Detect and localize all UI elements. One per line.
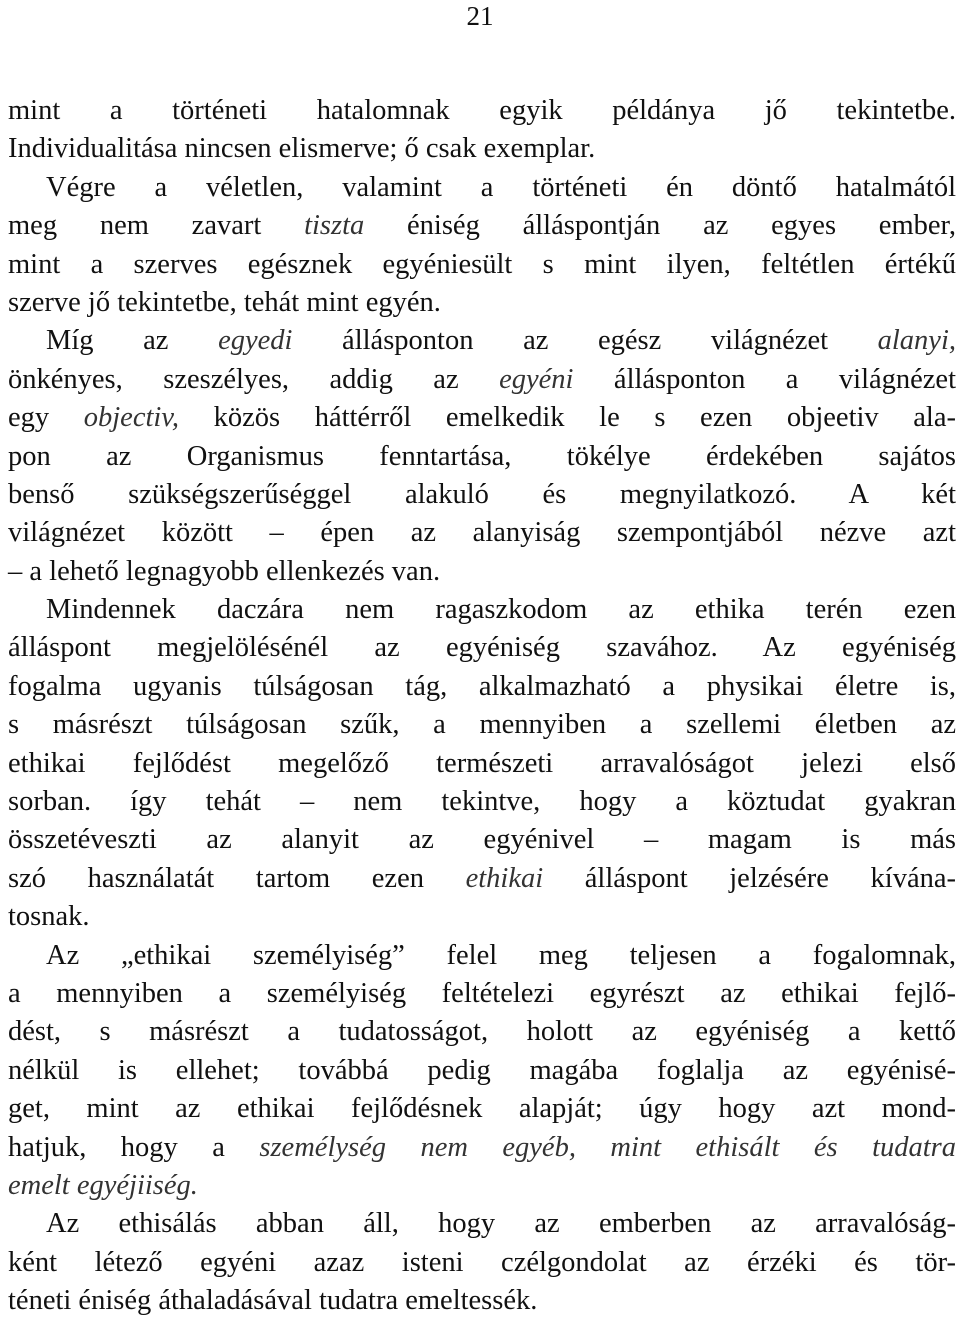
text-line [8,399,956,437]
paragraph [8,937,956,1206]
text-segment: Mindennek daczára nem ragaszkodom az ethika terén ezen [46,594,956,626]
text-segment: Végre a véletlen, valamint a történeti én döntő hatalmától [46,171,956,203]
italic-text: személység nem egyéb, mint ethisált és tudatra [259,1131,957,1163]
page-body [8,92,956,1321]
text-segment: – a lehető legnagyobb ellenkezés van. [8,555,441,587]
text-line [8,821,956,859]
page-number: 21 [466,1,494,31]
text-segment: Az ethisálás abban áll, hogy az emberben az arravalóság- [46,1208,956,1240]
text-segment: meg nem zavart [8,210,305,242]
text-line [8,860,956,898]
text-segment: mint a történeti hatalomnak egyik példánya jő tekintetbe. [8,95,956,126]
text-line [8,92,956,130]
text-line [8,898,956,936]
text-segment: szó használatát tartom ezen [8,862,466,894]
text-line [8,514,956,552]
text-line [8,629,956,667]
text-segment: állásponton a világnézet [573,363,957,395]
text-segment: téneti éniség áthaladásával tudatra emeltessék. [8,1285,538,1317]
italic-text: emelt egyéjiiség. [8,1169,198,1201]
text-segment: ethikai fejlődést megelőző természeti arravalóságot jelezi első [8,747,956,779]
text-segment: állásponton az egész világnézet [292,325,878,357]
text-line [8,783,956,821]
text-segment: álláspont jelzésére kívána- [543,862,956,894]
text-line [8,1282,956,1320]
text-line [8,1244,956,1282]
paragraph [8,1205,956,1320]
text-line [8,169,956,207]
text-segment: összetéveszti az alanyit az egyénivel – magam is más [8,824,956,856]
text-line [8,1167,956,1205]
text-line [8,130,956,168]
italic-text: ethikai [465,862,544,894]
text-segment: hatjuk, hogy a [8,1131,260,1163]
text-line [8,1205,956,1243]
text-line [8,706,956,744]
text-line [8,476,956,514]
text-segment: a mennyiben a személyiség feltételezi egyrészt az ethikai fejlő- [8,977,956,1009]
text-line [8,937,956,975]
italic-text: alanyi, [877,325,957,357]
text-segment: sorban. így tehát – nem tekintve, hogy a köztudat gyakran [8,786,956,818]
text-segment: álláspont megjelölésénél az egyéniség szavához. Az egyéniség [8,632,956,664]
text-line [8,207,956,245]
text-segment: Míg az [46,325,219,357]
italic-text: objectiv, [83,402,179,434]
text-line [8,322,956,360]
text-segment: Az „ethikai személyiség” felel meg teljesen a fogalomnak, [46,939,956,971]
text-line [8,745,956,783]
text-segment: pon az Organismus fenntartása, tökélye érdekében sajátos [8,440,956,472]
text-segment: mint a szerves egésznek egyéniesült s mint ilyen, feltétlen értékű [8,248,956,280]
text-line [8,1013,956,1051]
text-line [8,361,956,399]
text-segment: get, mint az ethikai fejlődésnek alapját; úgy hogy azt mond- [8,1093,956,1125]
text-segment: fogalma ugyanis túlságosan tág, alkalmazható a physikai életre is, [8,670,956,702]
text-line [8,1090,956,1128]
text-segment: éniség álláspontján az egyes ember, [364,210,957,242]
text-segment: s másrészt túlságosan szűk, a mennyiben a szellemi életben az [8,709,956,741]
text-segment: szerve jő tekintetbe, tehát mint egyén. [8,286,441,318]
text-line [8,553,956,591]
text-line [8,975,956,1013]
text-segment: ként létező egyéni azaz isteni czélgondolat az érzéki és tör- [8,1246,956,1278]
text-line [8,246,956,284]
text-line [8,668,956,706]
text-line [8,1129,956,1167]
text-segment: önkényes, szeszélyes, addig az [8,363,500,395]
italic-text: tiszta [304,210,365,242]
text-segment: közös háttérről emelkedik le s ezen objeetiv ala- [178,402,956,434]
text-segment: benső szükségszerűséggel alakuló és megnyilatkozó. A két [8,478,956,510]
text-line [8,1052,956,1090]
text-line [8,438,956,476]
paragraph [8,591,956,937]
text-segment: egy [8,402,84,434]
italic-text: egyéni [499,363,574,395]
paragraph [8,92,956,169]
paragraph [8,169,956,323]
text-segment: nélkül is ellehet; továbbá pedig magába foglalja az egyénisé- [8,1054,956,1086]
text-segment: dést, s másrészt a tudatosságot, holott az egyéniség a kettő [8,1016,956,1048]
paragraph [8,322,956,591]
text-line [8,591,956,629]
italic-text: egyedi [218,325,293,357]
text-segment: tosnak. [8,901,90,933]
text-segment: Individualitása nincsen elismerve; ő csak exemplar. [8,133,596,165]
text-line [8,284,956,322]
text-segment: világnézet között – épen az alanyiság szempontjából nézve azt [8,517,956,549]
